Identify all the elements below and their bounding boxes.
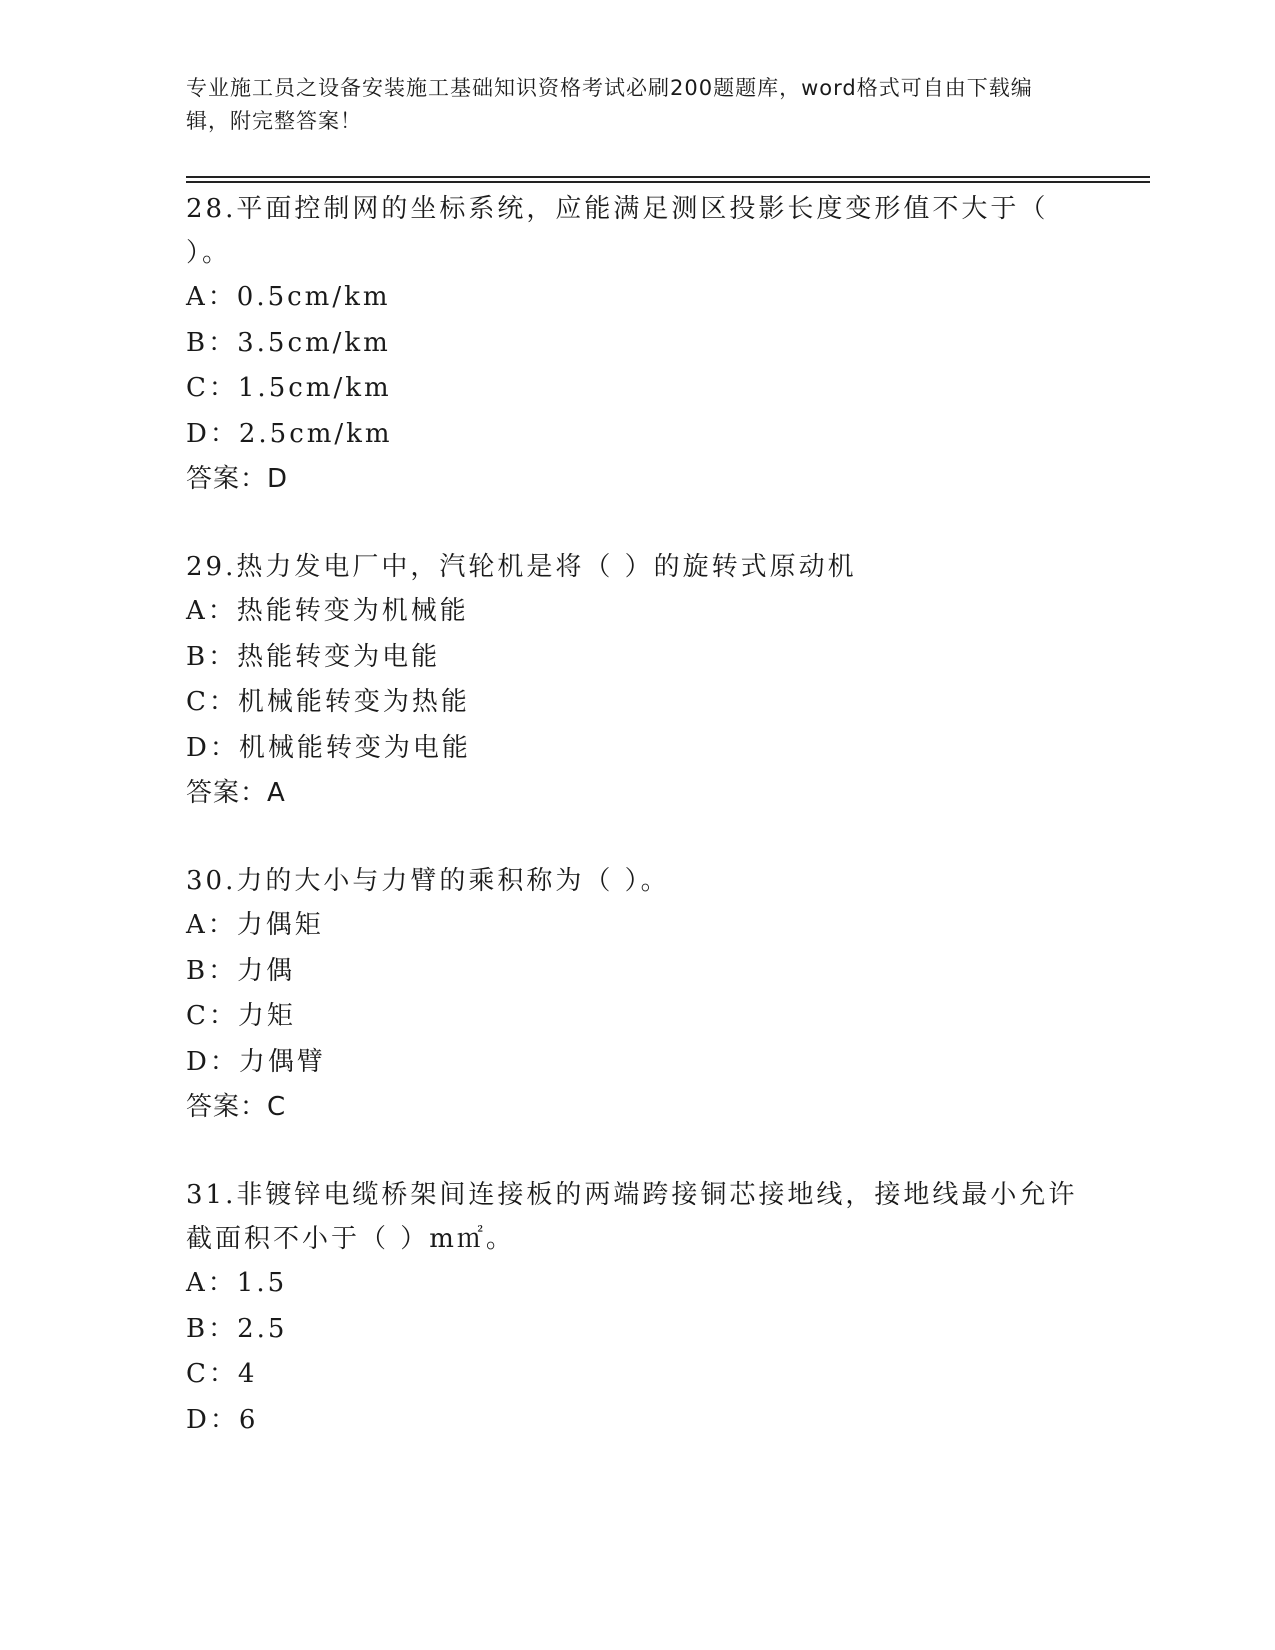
- option-b: B：力偶: [186, 955, 296, 986]
- question-29: [186, 545, 1086, 815]
- option-a: A：1.5: [186, 1268, 288, 1298]
- option-b: B：3.5cm/km: [186, 327, 391, 358]
- option-a: A：0.5cm/km: [186, 282, 391, 312]
- header-divider-top: [186, 176, 1150, 178]
- option-d: D：力偶臂: [186, 1046, 326, 1077]
- option-a: A：力偶矩: [186, 910, 324, 940]
- option-c: C：1.5cm/km: [186, 373, 392, 403]
- answer-line: 答案：C: [186, 1092, 287, 1122]
- question-stem: 30.力的大小与力臂的乘积称为（ ）。: [186, 866, 670, 896]
- question-stem: 28.平面控制网的坐标系统，应能满足测区投影长度变形值不大于（ ）。: [186, 194, 1049, 268]
- option-b: B：热能转变为电能: [186, 641, 441, 672]
- question-list: [186, 187, 1086, 1487]
- option-d: D：2.5cm/km: [186, 418, 393, 449]
- option-c: C：机械能转变为热能: [186, 687, 470, 717]
- question-stem: 29.热力发电厂中，汽轮机是将（ ）的旋转式原动机: [186, 552, 857, 582]
- option-c: C：力矩: [186, 1001, 296, 1031]
- question-31: [186, 1173, 1086, 1443]
- option-a: A：热能转变为机械能: [186, 596, 469, 626]
- option-b: B：2.5: [186, 1313, 288, 1344]
- document-header: 专业施工员之设备安装施工基础知识资格考试必刷200题题库，word格式可自由下载编辑，附完整答案！: [186, 76, 1033, 133]
- question-30: [186, 859, 1086, 1129]
- question-stem: 31.非镀锌电缆桥架间连接板的两端跨接铜芯接地线，接地线最小允许截面积不小于（ ）m㎡。: [186, 1180, 1078, 1254]
- option-c: C：4: [186, 1359, 258, 1389]
- answer-line: 答案：D: [186, 464, 289, 494]
- option-d: D：6: [186, 1404, 259, 1435]
- header-divider-bottom: [186, 181, 1150, 183]
- question-28: [186, 187, 1086, 501]
- option-d: D：机械能转变为电能: [186, 732, 471, 763]
- answer-line: 答案：A: [186, 778, 286, 808]
